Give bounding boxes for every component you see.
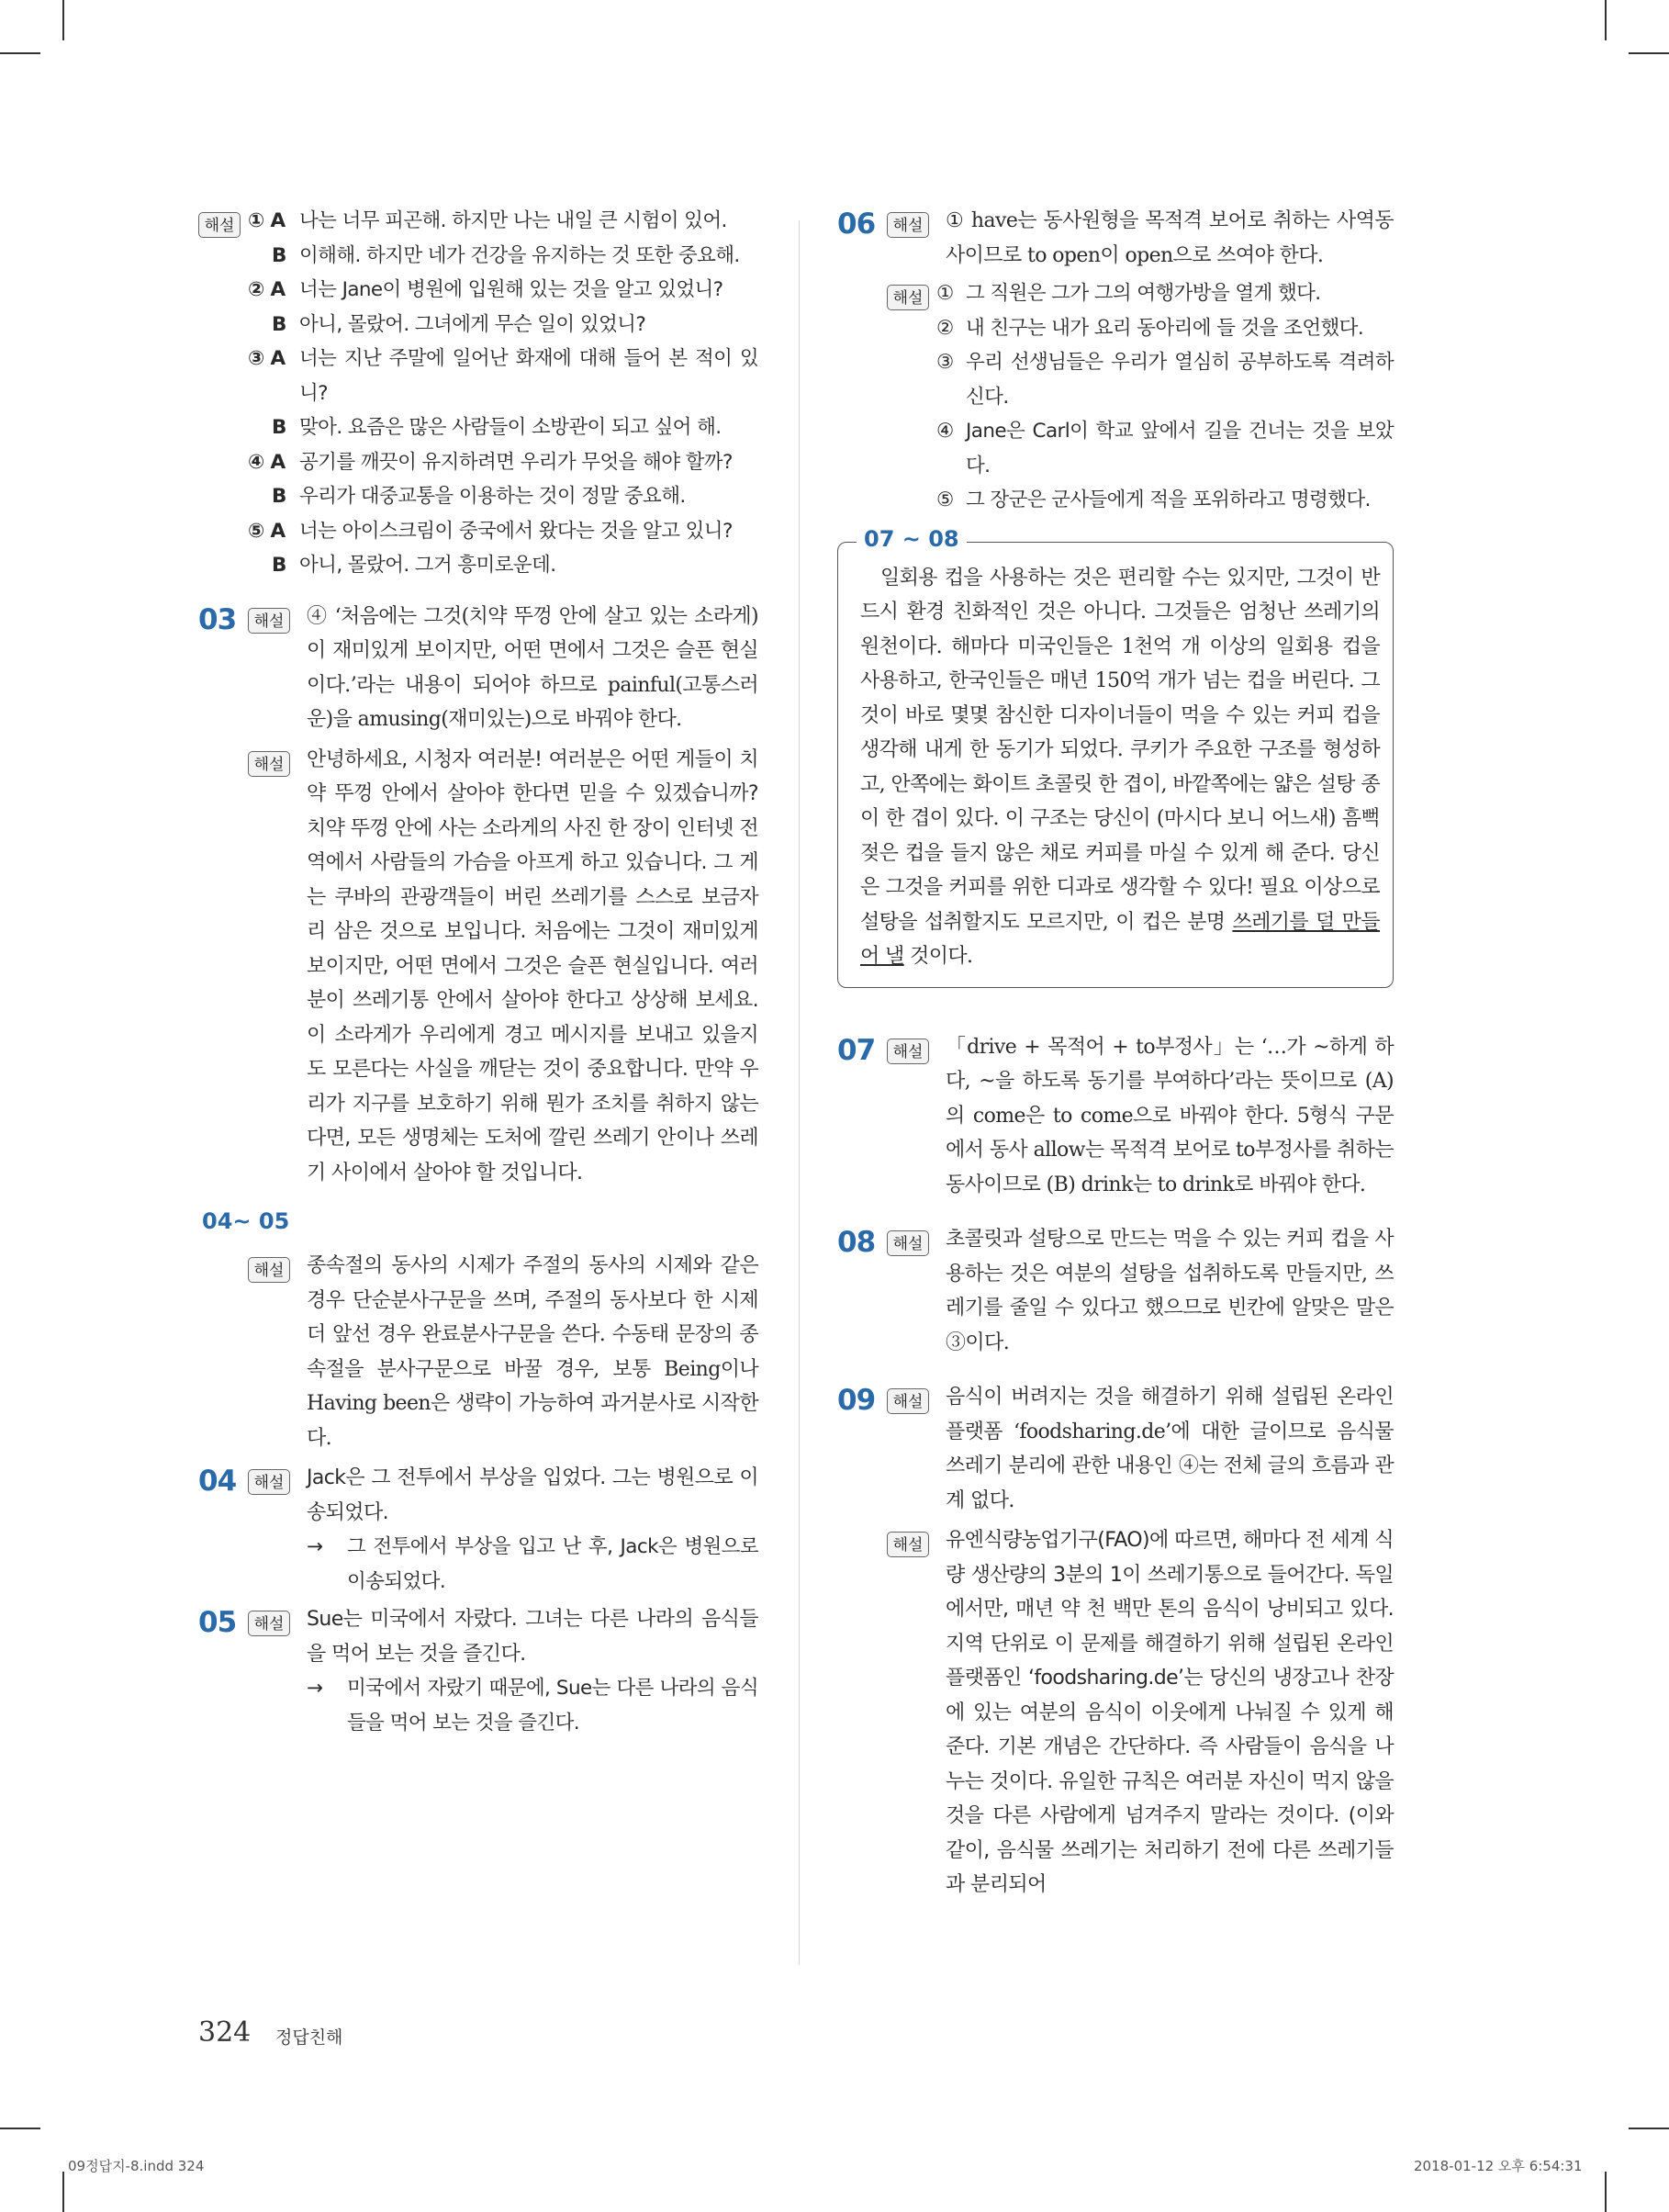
question-number: 05 xyxy=(198,1606,237,1639)
item-number: ② xyxy=(248,278,264,301)
left-column xyxy=(198,204,758,1740)
question-number: 08 xyxy=(837,1226,876,1259)
translation-09 xyxy=(837,1523,1394,1903)
translation-item-text: Jane은 Carl이 학교 앞에서 길을 건너는 것을 보았다. xyxy=(966,420,1394,477)
page-number: 324 xyxy=(198,2016,252,2049)
crop-mark xyxy=(0,2128,40,2129)
dialogue-line xyxy=(248,514,758,549)
translation-item xyxy=(936,483,1394,518)
combined-sentence-text: 미국에서 자랐기 때문에, Sue는 다른 나라의 음식들을 먹어 보는 것을 즐긴다. xyxy=(347,1677,758,1735)
translation-06 xyxy=(837,276,1394,518)
item-number: ⑤ xyxy=(936,488,954,511)
translation-badge: 해설 xyxy=(248,1611,290,1636)
explanation-badge: 해설 xyxy=(887,1388,929,1414)
passage-text: 일회용 컵을 사용하는 것은 편리할 수는 있지만, 그것이 반드시 환경 친화적인 것은 아니다. 그것들은 엄청난 쓰레기의 원천이다. 해마다 미국인들은 1천억 개 이상의 일회용 컵을 사용하고, 한국인들은 매년 150억 개가 넘는 컵을 버린다. 그것이 바로 몇몇 참신한 디자이너들이 먹을 수 있는 커피 컵을 생각해 내게 한 동기가 되었다. 쿠키가 주요한 구조를 형성하고, 안쪽에는 화이트 초콜릿 한 겹이, 바깥쪽에는 얇은 설탕 종이 한 겹이 있다. 이 구조는 당신이 (마시다 보니 어느새) 흠뻑 젖은 컵을 들지 않은 채로 커피를 마실 수 있게 해 준다. 당신은 그것을 커피를 위한 디과로 생각할 수 있다! 필요 이상으로 설탕을 섭취할지도 모르지만, 이 컵은 분명 xyxy=(860,566,1380,934)
explanation-text: 초콜릿과 설탕으로 만드는 먹을 수 있는 커피 컵을 사용하는 것은 여분의 설탕을 섭취하도록 만들지만, 쓰레기를 줄일 수 있다고 했으므로 빈칸에 알맞은 말은 ③이다. xyxy=(946,1228,1394,1354)
explanation-badge: 해설 xyxy=(887,212,929,238)
dialogue-line xyxy=(248,239,758,274)
translation-badge: 해설 xyxy=(887,1532,929,1557)
dialogue-text: 공기를 깨끗이 유지하려면 우리가 무엇을 해야 할까? xyxy=(299,450,733,474)
speaker-label xyxy=(248,273,286,308)
crop-mark xyxy=(1605,0,1607,40)
question-06 xyxy=(837,204,1394,273)
speaker-label xyxy=(248,204,286,239)
question-number: 09 xyxy=(837,1384,876,1417)
item-number: ① xyxy=(936,282,954,305)
crop-mark xyxy=(1605,2172,1607,2212)
speaker-letter: A xyxy=(270,209,286,232)
dialogue-line xyxy=(248,204,758,239)
underlined-phrase: 쓰레기를 덜 만들어 낼 xyxy=(860,910,1380,968)
question-number: 04 xyxy=(198,1465,237,1498)
section-heading: 04~ 05 xyxy=(202,1208,290,1234)
speaker-letter: B xyxy=(272,416,286,439)
dialogue-text: 아니, 몰랐어. 그거 흥미로운데. xyxy=(299,554,556,577)
speaker-letter: A xyxy=(270,347,286,370)
explanation-badge: 해설 xyxy=(198,212,241,238)
dialogue-translation xyxy=(198,204,758,583)
explanation-text: 종속절의 동사의 시제가 주절의 동사의 시제와 같은 경우 단순분사구문을 쓰며, 주절의 동사보다 한 시제 더 앞선 경우 완료분사구문을 쓴다. 수동태 문장의 종속절을 분사구문으로 바꿀 경우, 보통 Being이나 Having been은 생략이 가능하여 과거분사로 시작한다. xyxy=(307,1254,758,1450)
dialogue-text: 너는 아이스크림이 중국에서 왔다는 것을 알고 있니? xyxy=(299,519,733,543)
arrow-icon: → xyxy=(307,1535,323,1558)
section-04-05-explanation xyxy=(198,1249,758,1455)
item-number: ① xyxy=(248,209,264,232)
slug-filename: 09정답지-8.indd 324 xyxy=(68,2158,205,2174)
speaker-label xyxy=(272,548,286,583)
translation-item xyxy=(936,311,1394,346)
translation-03 xyxy=(198,743,758,1191)
dialogue-text: 맞아. 요즘은 많은 사람들이 소방관이 되고 싶어 해. xyxy=(299,416,722,439)
speaker-letter: A xyxy=(270,450,286,474)
speaker-label xyxy=(272,410,286,445)
passage-text-end: 것이다. xyxy=(903,945,973,968)
speaker-letter: A xyxy=(270,278,286,301)
speaker-label xyxy=(272,308,286,342)
dialogue-text: 너는 지난 주말에 일어난 화재에 대해 들어 본 적이 있니? xyxy=(299,347,758,405)
translation-text: Jack은 그 전투에서 부상을 입었다. 그는 병원으로 이송되었다. xyxy=(307,1466,758,1524)
dialogue-line xyxy=(248,410,758,445)
translation-text: Sue는 미국에서 자랐다. 그녀는 다른 나라의 음식들을 먹어 보는 것을 즐긴다. xyxy=(307,1608,758,1666)
item-number: ④ xyxy=(248,450,264,474)
explanation-text: ① have는 동사원형을 목적격 보어로 취하는 사역동사이므로 to open이 open으로 쓰여야 한다. xyxy=(946,209,1394,267)
item-number: ③ xyxy=(936,351,954,374)
question-number: 06 xyxy=(837,208,876,241)
question-05 xyxy=(198,1602,758,1740)
question-03 xyxy=(198,600,758,737)
item-number: ② xyxy=(936,316,954,340)
passage-box-07-08 xyxy=(837,525,1394,988)
translation-item xyxy=(936,414,1394,483)
dialogue-line xyxy=(248,273,758,308)
right-column xyxy=(837,204,1394,1903)
dialogue-line xyxy=(248,308,758,342)
question-08 xyxy=(837,1222,1394,1360)
question-number: 03 xyxy=(198,602,237,636)
speaker-letter: A xyxy=(270,519,286,543)
translation-item-text: 내 친구는 내가 요리 동아리에 들 것을 조언했다. xyxy=(966,316,1364,340)
speaker-label xyxy=(272,239,286,274)
combined-sentence xyxy=(307,1671,758,1740)
speaker-letter: B xyxy=(272,485,286,508)
explanation-text: 음식이 버려지는 것을 해결하기 위해 설립된 온라인 플랫폼 ‘foodsharing.de’에 대한 글이므로 음식물 쓰레기 분리에 관한 내용인 ④는 전체 글의 흐름과 관계 없다. xyxy=(946,1386,1394,1512)
question-09 xyxy=(837,1380,1394,1518)
combined-sentence xyxy=(307,1530,758,1599)
speaker-label xyxy=(248,445,286,480)
box-heading: 07 ~ 08 xyxy=(857,526,967,552)
explanation-badge: 해설 xyxy=(887,1230,929,1256)
crop-mark xyxy=(1629,52,1669,54)
arrow-icon: → xyxy=(307,1677,323,1700)
dialogue-text: 우리가 대중교통을 이용하는 것이 정말 중요해. xyxy=(299,485,686,508)
speaker-letter: B xyxy=(272,554,286,577)
dialogue-text: 아니, 몰랐어. 그녀에게 무슨 일이 있었니? xyxy=(299,312,646,336)
question-number: 07 xyxy=(837,1033,876,1067)
explanation-badge: 해설 xyxy=(248,608,290,634)
dialogue-text: 나는 너무 피곤해. 하지만 나는 내일 큰 시험이 있어. xyxy=(299,209,727,232)
speaker-letter: B xyxy=(272,243,286,267)
crop-mark xyxy=(0,52,40,54)
dialogue-line xyxy=(248,479,758,514)
footer-label: 정답친해 xyxy=(275,2027,343,2048)
translation-badge: 해설 xyxy=(887,285,929,310)
speaker-label xyxy=(272,479,286,514)
translation-text: 유엔식량농업기구(FAO)에 따르면, 해마다 전 세계 식량 생산량의 3분의 1이 쓰레기통으로 들어간다. 독일에서만, 매년 약 천 백만 톤의 음식이 낭비되고 있다. 지역 단위로 이 문제를 해결하기 위해 설립된 온라인 플랫폼인 ‘foodsharing.de’는 당신의 냉장고나 찬장에 있는 여분의 음식이 이웃에게 나눠질 수 있게 해 준다. 기본 개념은 간단하다. 즉 사람들이 음식을 나누는 것이다. 유일한 규칙은 여러분 자신이 먹지 않을 것을 다른 사람에게 넘겨주지 말라는 것이다. (이와 같이, 음식물 쓰레기는 처리하기 전에 다른 쓰레기들과 분리되어 xyxy=(946,1529,1394,1896)
question-07 xyxy=(837,1030,1394,1203)
dialogue-text: 이해해. 하지만 네가 건강을 유지하는 것 또한 중요해. xyxy=(299,243,740,267)
combined-sentence-text: 그 전투에서 부상을 입고 난 후, Jack은 병원으로 이송되었다. xyxy=(347,1535,758,1593)
explanation-text: 「drive + 목적어 + to부정사」는 ‘…가 ~하게 하다, ~을 하도록 동기를 부여하다’라는 뜻이므로 (A)의 come은 to come으로 바꿔야 한다. 5형식 구문에서 동사 allow는 목적격 보어로 to부정사를 취하는 동사이므로 (B) drink는 to drink로 바꿔야 한다. xyxy=(946,1035,1394,1196)
crop-mark xyxy=(62,2172,64,2212)
translation-item-text: 그 장군은 군사들에게 적을 포위하라고 명령했다. xyxy=(966,488,1371,511)
speaker-label xyxy=(248,514,286,549)
dialogue-line xyxy=(248,445,758,480)
column-divider xyxy=(799,220,800,1965)
translation-item xyxy=(936,276,1394,311)
item-number: ④ xyxy=(936,420,954,443)
item-number: ③ xyxy=(248,347,264,370)
translation-item xyxy=(936,345,1394,414)
speaker-label xyxy=(248,342,286,376)
speaker-letter: B xyxy=(272,312,286,336)
translation-badge: 해설 xyxy=(248,751,290,777)
explanation-badge: 해설 xyxy=(887,1039,929,1064)
translation-item-text: 그 직원은 그가 그의 여행가방을 열게 했다. xyxy=(966,282,1321,305)
translation-text: 안녕하세요, 시청자 여러분! 여러분은 어떤 게들이 치약 뚜껑 안에서 살아야 한다면 믿을 수 있겠습니까? 치약 뚜껑 안에 사는 소라게의 사진 한 장이 인터넷 전역에서 사람들의 가슴을 아프게 하고 있습니다. 그 게는 쿠바의 관광객들이 버린 쓰레기를 스스로 보금자리 삼은 것으로 보입니다. 처음에는 그것이 재미있게 보이지만, 어떤 면에서 그것은 슬픈 현실입니다. 여러분이 쓰레기통 안에서 살아야 한다고 상상해 보세요. 이 소라게가 우리에게 경고 메시지를 보내고 있을지도 모른다는 사실을 깨닫는 것이 중요합니다. 만약 우리가 지구를 보호하기 위해 뭔가 조치를 취하지 않는다면, 모든 생명체는 도처에 깔린 쓰레기 안이나 쓰레기 사이에서 살아야 할 것입니다. xyxy=(307,747,758,1185)
dialogue-line xyxy=(248,548,758,583)
question-04 xyxy=(198,1461,758,1599)
translation-item-text: 우리 선생님들은 우리가 열심히 공부하도록 격려하신다. xyxy=(966,351,1394,409)
dialogue-line xyxy=(248,342,758,410)
translation-list xyxy=(936,276,1394,518)
dialogue-text: 너는 Jane이 병원에 입원해 있는 것을 알고 있었니? xyxy=(299,278,723,301)
explanation-text: ④ ‘처음에는 그것(치약 뚜껑 안에 살고 있는 소라게)이 재미있게 보이지만, 어떤 면에서 그것은 슬픈 현실이다.’라는 내용이 되어야 하므로 painful(고통스러운)을 amusing(재미있는)으로 바꿔야 한다. xyxy=(307,604,758,731)
item-number: ⑤ xyxy=(248,519,264,543)
explanation-badge: 해설 xyxy=(248,1257,290,1283)
crop-mark xyxy=(1629,2128,1669,2129)
dialogue-list xyxy=(248,204,758,583)
translation-badge: 해설 xyxy=(248,1469,290,1495)
crop-mark xyxy=(62,0,64,40)
passage-translation xyxy=(860,561,1380,974)
slug-timestamp: 2018-01-12 오후 6:54:31 xyxy=(1414,2158,1583,2174)
